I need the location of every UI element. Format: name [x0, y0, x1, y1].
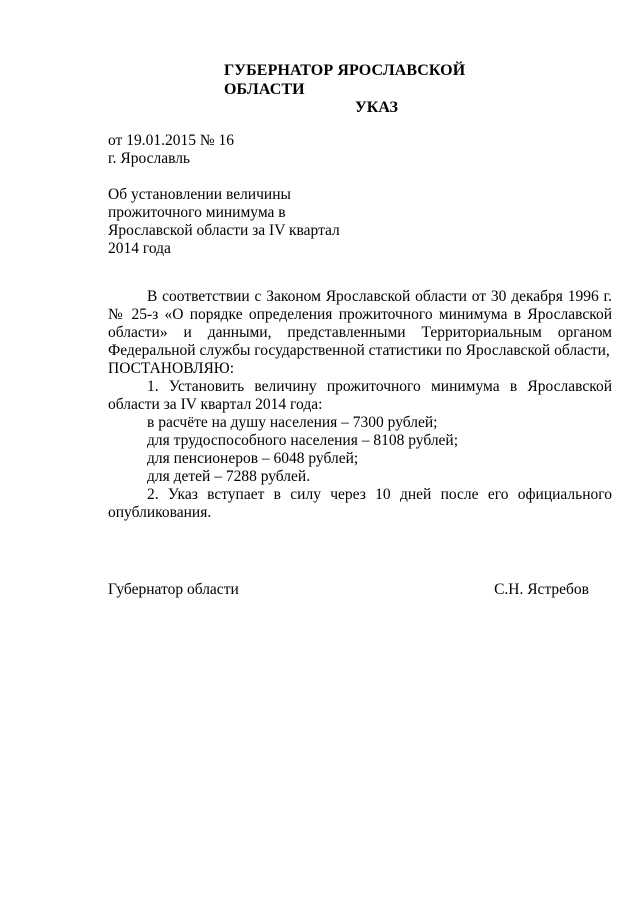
preamble-line: № 25-з «О порядке определения прожиточного минимума в Ярославской	[108, 306, 612, 323]
document-authority: ГУБЕРНАТОР ЯРОСЛАВСКОЙ ОБЛАСТИ	[224, 62, 466, 98]
subject-line: 2014 года	[108, 240, 171, 257]
item1-line: области за IV квартал 2014 года:	[108, 396, 323, 413]
document-date-number: от 19.01.2015 № 16	[108, 132, 234, 149]
subject-line: Ярославской области за IV квартал	[108, 222, 340, 239]
item2-line: 2. Указ вступает в силу через 10 дней после его официального	[147, 486, 612, 503]
item2-line: опубликования.	[108, 504, 212, 521]
signature-name: С.Н. Ястребов	[494, 581, 589, 598]
subject-line: прожиточного минимума в	[108, 204, 286, 221]
item1-line: 1. Установить величину прожиточного минимума в Ярославской	[147, 378, 612, 395]
value-line: для трудоспособного населения – 8108 рублей;	[147, 432, 459, 449]
value-line: для пенсионеров – 6048 рублей;	[147, 450, 359, 467]
preamble-line: Федеральной службы государственной статистики по Ярославской области,	[108, 342, 610, 359]
preamble-line: В соответствии с Законом Ярославской области от 30 декабря 1996 г.	[147, 288, 612, 305]
document-meta	[108, 131, 234, 167]
value-line: для детей – 7288 рублей.	[147, 468, 311, 485]
subject-line: Об установлении величины	[108, 186, 291, 203]
decree-word: ПОСТАНОВЛЯЮ:	[108, 360, 235, 377]
document-type: УКАЗ	[355, 99, 398, 116]
value-line: в расчёте на душу населения – 7300 рублей;	[147, 414, 438, 431]
document-body	[108, 287, 612, 521]
document-city: г. Ярославль	[108, 150, 190, 167]
preamble-line: области» и данными, представленными Территориальным органом	[108, 324, 612, 341]
document-subject	[108, 185, 348, 257]
signature-position: Губернатор области	[108, 581, 239, 598]
